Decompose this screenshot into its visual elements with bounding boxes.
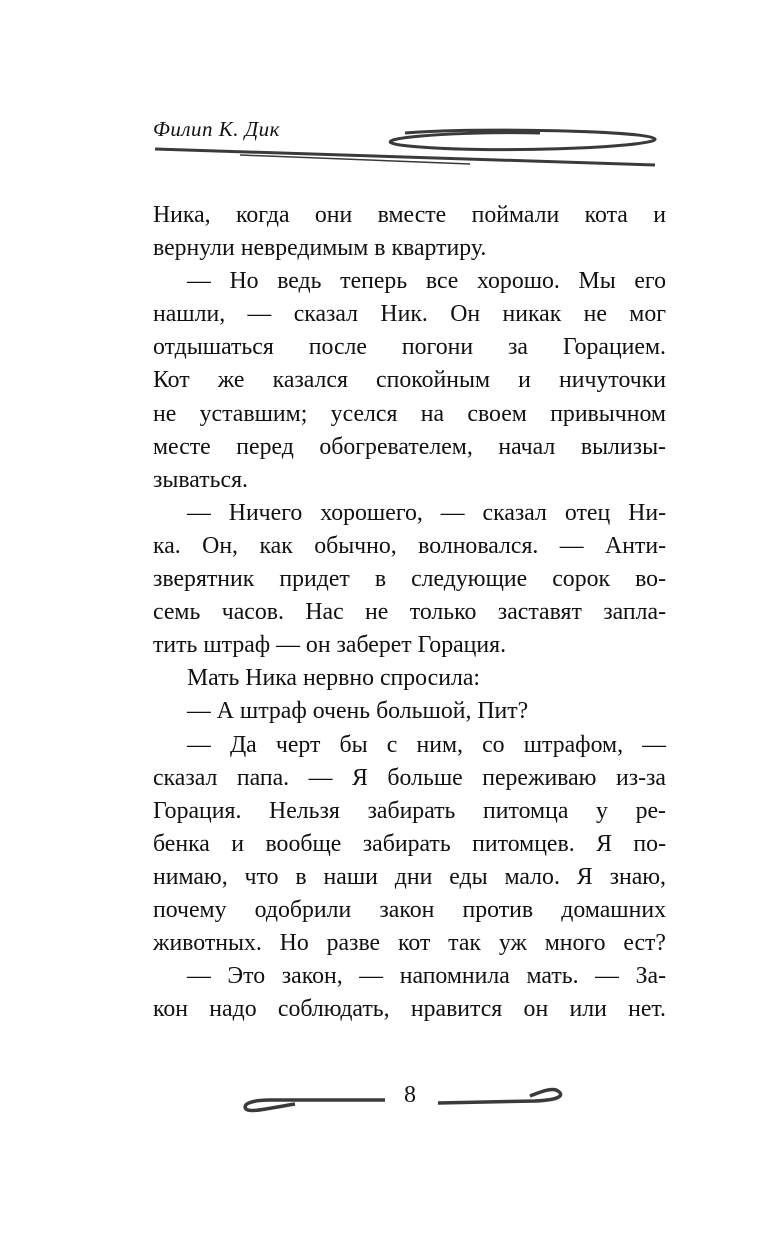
text-line: Кот же казался спокойным и ничуточки: [153, 367, 666, 394]
text-line: кон надо соблюдать, нравится он или нет.: [153, 996, 666, 1023]
text-line: — Это закон, — напомнила мать. — За-: [187, 963, 666, 990]
text-line: тить штраф — он заберет Горация.: [153, 632, 507, 659]
text-line: Мать Ника нервно спросила:: [187, 665, 480, 692]
page-number: 8: [404, 1082, 416, 1108]
text-line: — А штраф очень большой, Пит?: [187, 698, 529, 725]
text-line: почему одобрили закон против домашних: [153, 896, 666, 923]
running-head-author: Филип К. Дик: [153, 117, 280, 141]
text-line: вернули невредимым в квартиру.: [153, 235, 487, 262]
text-line: ка. Он, как обычно, волновался. — Анти-: [153, 532, 666, 559]
text-line: Горация. Нельзя забирать питомца у ре-: [153, 797, 666, 824]
text-line: животных. Но разве кот так уж много ест?: [153, 930, 666, 957]
text-line: нимаю, что в наши дни еды мало. Я знаю,: [153, 863, 666, 890]
text-line: — Да черт бы с ним, со штрафом, —: [187, 731, 666, 758]
body-text: [153, 199, 666, 1026]
text-line: зываться.: [153, 466, 248, 493]
text-line: семь часов. Нас не только заставят запла-: [153, 599, 666, 626]
text-line: сказал папа. — Я больше переживаю из-за: [153, 764, 666, 791]
text-line: — Ничего хорошего, — сказал отец Ни-: [187, 499, 666, 526]
text-line: не уставшим; уселся на своем привычном: [153, 400, 666, 427]
text-line: нашли, — сказал Ник. Он никак не мог: [153, 301, 666, 328]
text-line: отдышаться после погони за Горацием.: [153, 334, 666, 361]
text-line: — Но ведь теперь все хорошо. Мы его: [187, 268, 666, 295]
header-ornament: [150, 125, 670, 173]
text-line: месте перед обогревателем, начал вылизы-: [153, 433, 666, 460]
text-line: Ника, когда они вместе поймали кота и: [153, 202, 666, 228]
text-line: бенка и вообще забирать питомцев. Я по-: [153, 830, 666, 857]
text-line: зверятник придет в следующие сорок во-: [153, 566, 666, 593]
